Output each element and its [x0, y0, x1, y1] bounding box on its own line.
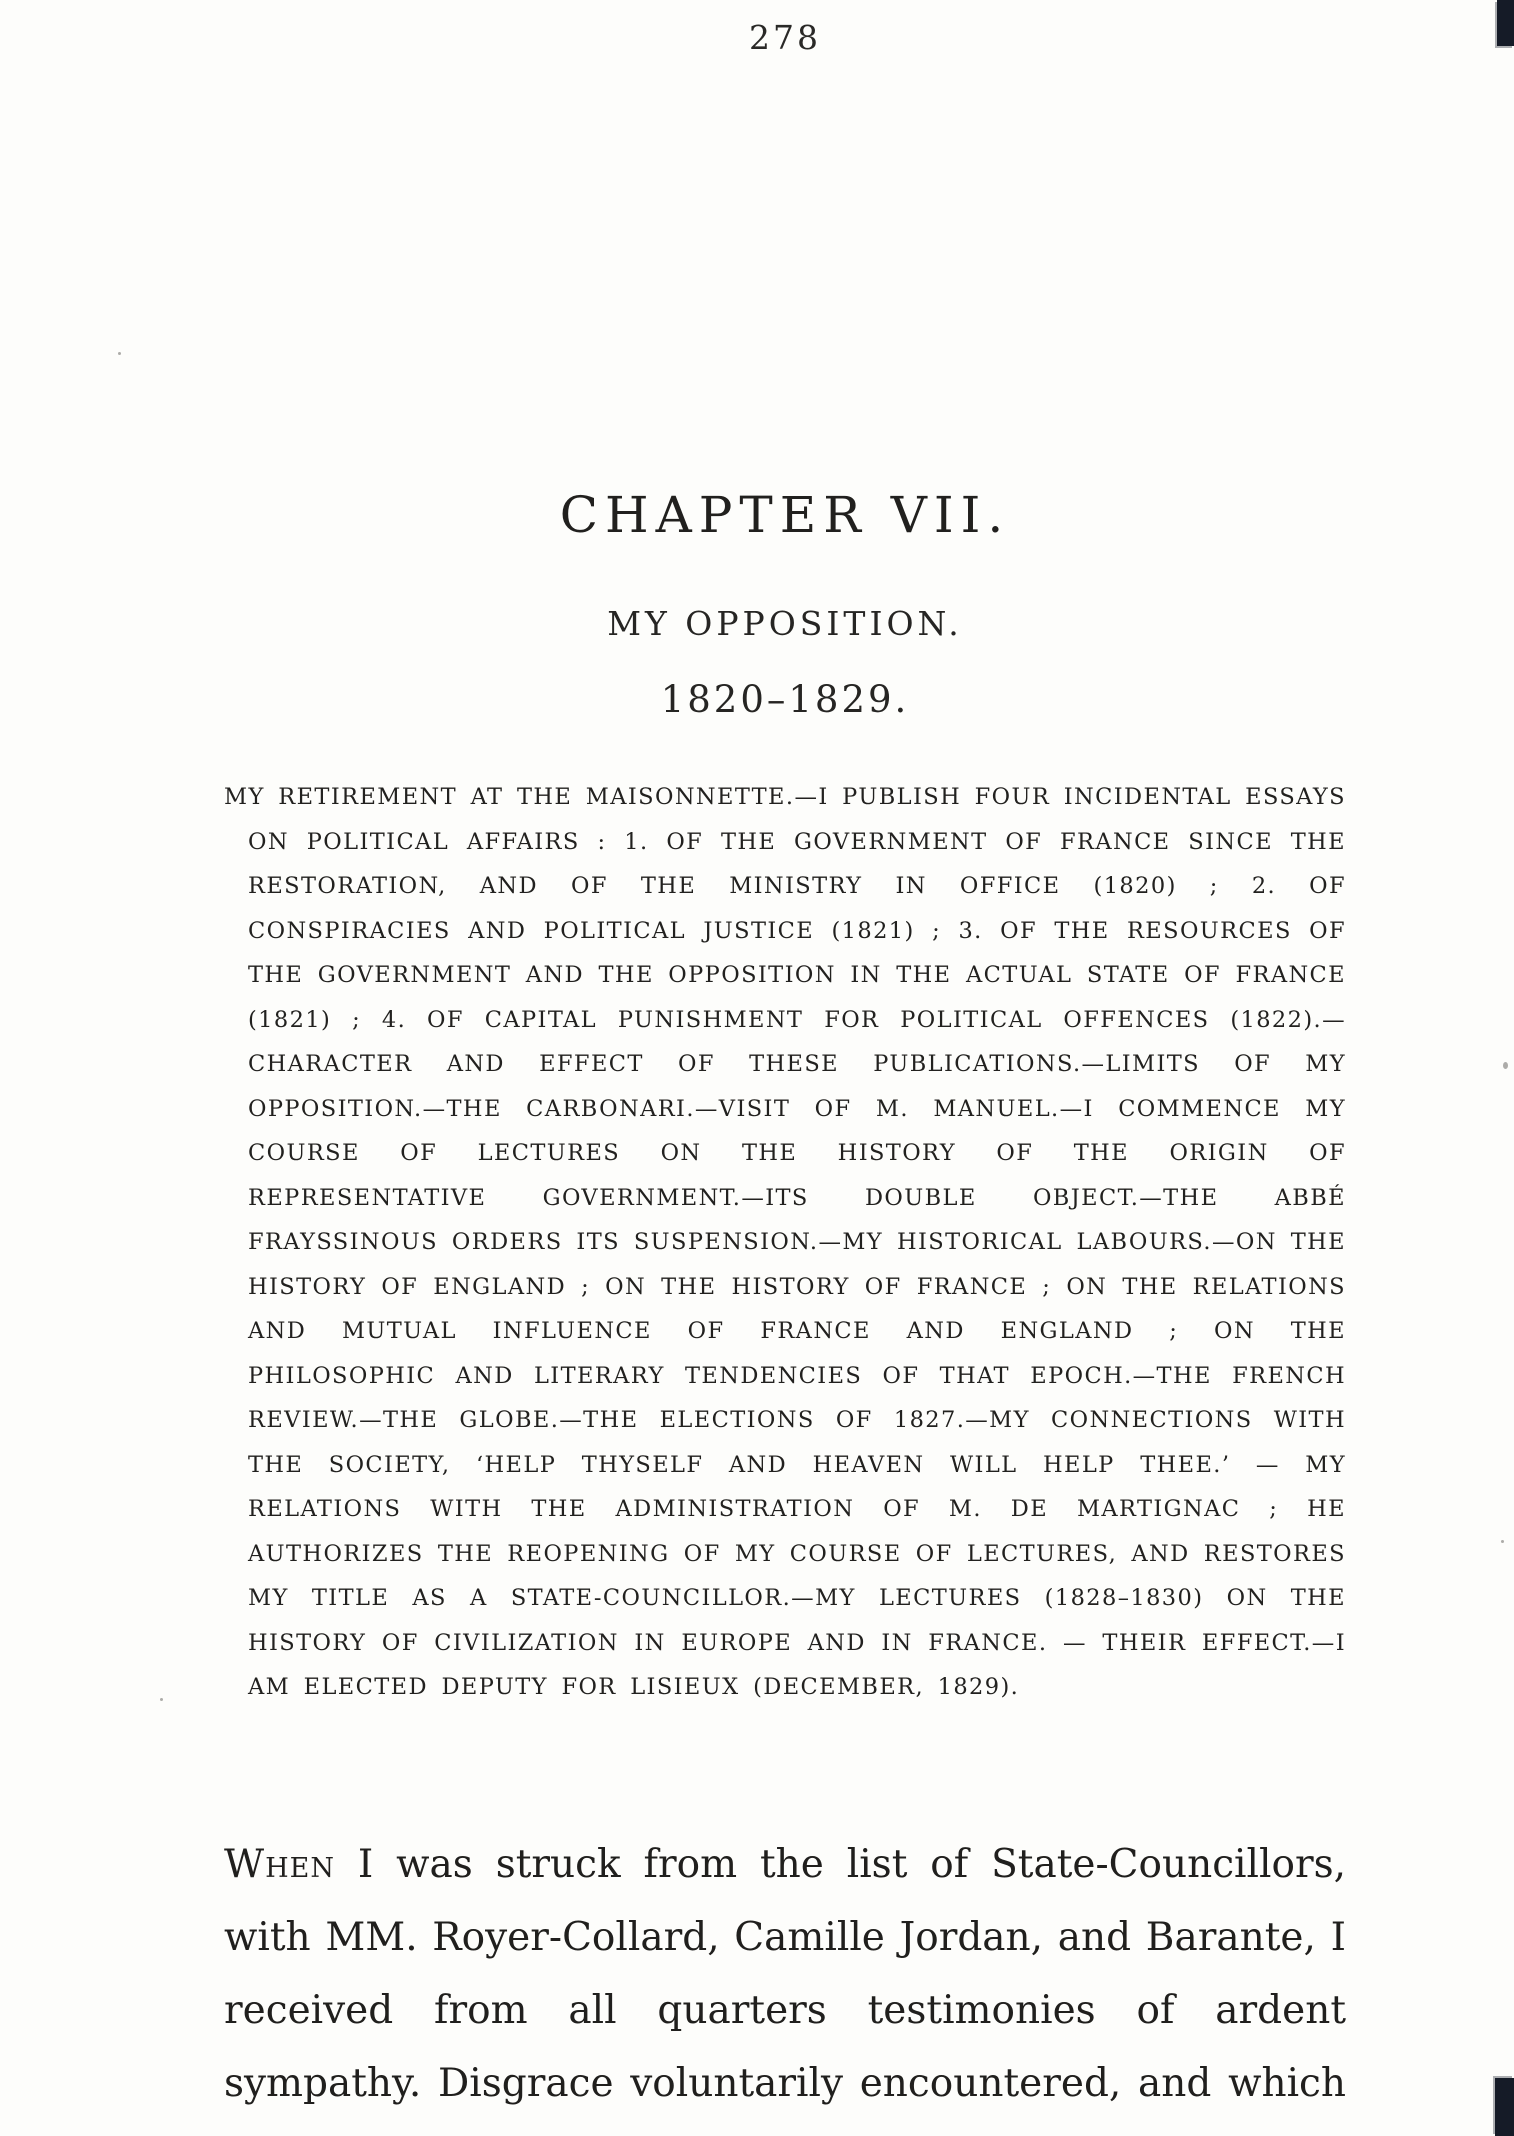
chapter-subtitle: MY OPPOSITION.: [607, 604, 963, 643]
scan-artifact-top-right: [1497, 0, 1514, 46]
body-paragraph-lead-word: When: [224, 1842, 335, 1887]
scan-speck: [160, 1698, 163, 1701]
body-paragraph: [224, 1828, 1346, 2120]
scan-artifact-bottom-right: [1495, 2078, 1514, 2136]
chapter-heading: CHAPTER VII.: [559, 486, 1011, 544]
chapter-summary-paragraph: MY RETIREMENT AT THE MAISONNETTE.—I PUBLISH FOUR INCIDENTAL ESSAYS ON POLITICAL AFFAIRS : 1. OF THE GOVERNMENT OF FRANCE SINCE THE RESTORATION, AND OF THE MINISTRY IN OFFICE (1820) ; 2. OF CONSPIRACIES AND POLITICAL JUSTICE (1821) ; 3. OF THE RESOURCES OF THE GOVERNMENT AND THE OPPOSITION IN THE ACTUAL STATE OF FRANCE (1821) ; 4. OF CAPITAL PUNISHMENT FOR POLITICAL OFFENCES (1822).—CHARACTER AND EFFECT OF THESE PUBLICATIONS.—LIMITS OF MY OPPOSITION.—THE CARBONARI.—VISIT OF M. MANUEL.—I COMMENCE MY COURSE OF LECTURES ON THE HISTORY OF THE ORIGIN OF REPRESENTATIVE GOVERNMENT.—ITS DOUBLE OBJECT.—THE ABBÉ FRAYSSINOUS ORDERS ITS SUSPENSION.—MY HISTORICAL LABOURS.—ON THE HISTORY OF ENGLAND ; ON THE HISTORY OF FRANCE ; ON THE RELATIONS AND MUTUAL INFLUENCE OF FRANCE AND ENGLAND ; ON THE PHILOSOPHIC AND LITERARY TENDENCIES OF THAT EPOCH.—THE FRENCH REVIEW.—THE GLOBE.—THE ELECTIONS OF 1827.—MY CONNECTIONS WITH THE SOCIETY, ‘HELP THYSELF AND HEAVEN WILL HELP THEE.’ — MY RELATIONS WITH THE ADMINISTRATION OF M. DE MARTIGNAC ; HE AUTHORIZES THE REOPENING OF MY COURSE OF LECTURES, AND RESTORES MY TITLE AS A STATE-COUNCILLOR.—MY LECTURES (1828–1830) ON THE HISTORY OF CIVILIZATION IN EUROPE AND IN FRANCE. — THEIR EFFECT.—I AM ELECTED DEPUTY FOR LISIEUX (DECEMBER, 1829).: [224, 784, 1346, 1700]
chapter-years: 1820–1829.: [660, 678, 910, 721]
scan-speck: [1503, 1062, 1508, 1069]
page-number: 278: [749, 18, 821, 57]
body-paragraph-text: I was struck from the list of State-Councillors, with MM. Royer-Collard, Camille Jordan, and Barante, I received from all quarters testimonies of ardent sympathy. Disgrace voluntarily encountered, and which: [224, 1842, 1346, 2106]
scan-speck: [1501, 1540, 1504, 1543]
scan-speck: [118, 352, 121, 355]
